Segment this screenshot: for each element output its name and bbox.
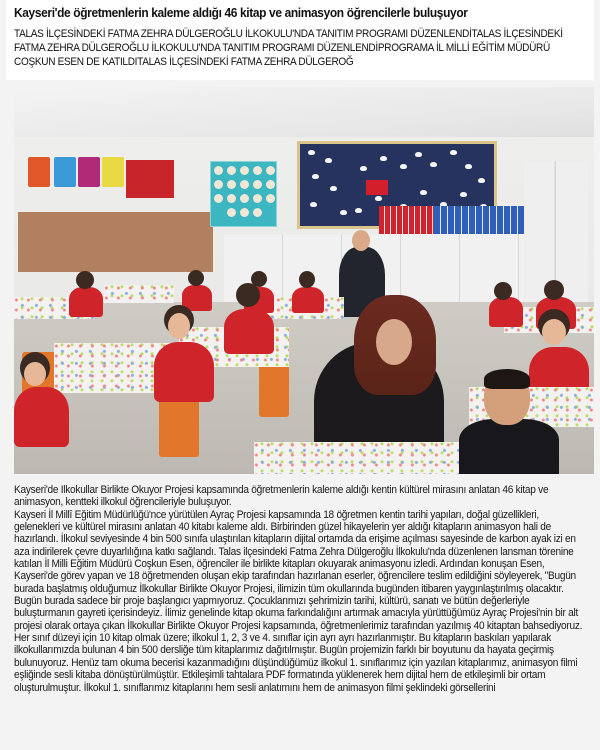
article-lead: Kayseri'de Ilkokullar Birlikte Okuyor Projesi kapsamında öğretmenlerin kaleme aldığı kentin kültürel mirasını anlatan 46 kitap ve animasyon, kentteki ilkokul öğrencileriyle buluşuyor.	[14, 484, 549, 509]
article-paragraph: Kayseri İl Millî Eğitim Müdürlüğü'nce yürütülen Ayraç Projesi kapsamında 18 öğretmen kentin tarihi yapıları, doğal güzellikleri, gelenekleri ve kültürel mirasını anlatan 40 kitabı kaleme aldı. Birbirinden güzel hikayelerin yer aldığı kitapların animasyon hali de hazırlandı. İlkokul seviyesinde 4 bin 500 sınıfa ulaştırılan kitapların dijital ortamda da erişime açılması sayesinde de karbon ayak izi en aza indirilerek çevre duyarlılığına katkı sağlandı. Talas ilçesindeki Fatma Zehra Dülgeroğlu İlkokulu'nda düzenlenen lansman törenine katılan İl Milli Eğitim Müdürü Coşkun Esen, öğrenciler ile birlikte kitapları okuyarak animasyonu izledi. Ardından konuşan Esen, Kayseri'de görev yapan ve 18 öğretmenden oluşan ekip tarafından hazırlanan eserler, öğrencilere teslim edildiğini söyleyerek, "Bugün burada başlatmış olduğumuz İlkokullar Birlikte Okuyor Projesi, ilimizin tüm okullarında bugünden itibaren yaygınlaştırılmış olacaktır. Bugün burada sadece bir proje başlangıcı yapmıyoruz. Çocuklarımızı şehrimizin tarihi, kültürü, sanatı ve bütün değerleriyle buluşturmanın gayreti içerisindeyiz. İlimiz genelinde kitap okuma farkındalığını artırmak amacıyla yürüttüğümüz Ayraç Projesi'nin bir alt projesi olarak ortaya çıkan İlkokullar Birlikte Okuyor Projesi kapsamında, öğretmenlerimiz tarafından yazılmış 40 kitaptan bahsediyoruz. Her sınıf düzeyi için 10 kitap olmak üzere; ilkokul 1, 2, 3 ve 4. sınıflar için ayrı ayrı hazırlanmıştır. Bu kitapların baskıları yapılarak ilkokullarımızda bulunan 4 bin 500 dersliğe tüm kitaplarımız dağıtılmıştır. Bugün projemizin farklı bir boyutunu da hayata geçirmiş bulunuyoruz. Henüz tam okuma becerisi kazanmadığını düşündüğümüz ilkokul 1. sınıflarımız için yazılan kitaplarımız, animasyon filmi eşliğinde sesli kitaba dönüştürülmüştür. Etkileşimli tahtalara PDF formatında yüklenerek hem dijital hem de etkileşimli bir ortam oluşturulmuştur. İlkokul 1. sınıflarımız kitaplarını hem sesli anlatımını hem de animasyon filmi şeklindeki görsellerini	[14, 508, 583, 694]
photo-blue-binders	[434, 206, 526, 234]
article-body	[14, 484, 587, 694]
photo-red-binders	[379, 206, 434, 234]
photo-poster	[78, 157, 100, 187]
photo-red-poster	[126, 160, 174, 198]
photo-turkish-flag	[366, 180, 388, 195]
photo-poster	[102, 157, 124, 187]
photo-plates-board	[210, 161, 277, 227]
photo-poster	[28, 157, 50, 187]
article-summary: TALAS İLÇESİNDEKİ FATMA ZEHRA DÜLGEROĞLU İLKOKULU'NDA TANITIM PROGRAMI DÜZENLENDİTALAS İLÇESİNDEKİ FATMA ZEHRA DÜLGEROĞLU İLKOKULU'NDA TANITIM PROGRAMI DÜZENLENDİPROGRAMA İL MİLLİ EĞİTİM MÜDÜRÜ COŞKUN ESEN DE KATILDITALAS İLÇESİNDEKİ FATMA ZEHRA DÜLGEROĞ	[14, 28, 563, 68]
photo-poster	[54, 157, 76, 187]
photo-boy	[459, 419, 559, 474]
photo-front-desk	[254, 442, 484, 474]
article-photo	[14, 87, 594, 474]
photo-desk	[104, 285, 174, 303]
photo-coat-rack	[18, 212, 213, 272]
article-header	[6, 0, 594, 80]
article-title: Kayseri'de öğretmenlerin kaleme aldığı 46 kitap ve animasyon öğrencilerle buluşuyor	[14, 5, 468, 20]
